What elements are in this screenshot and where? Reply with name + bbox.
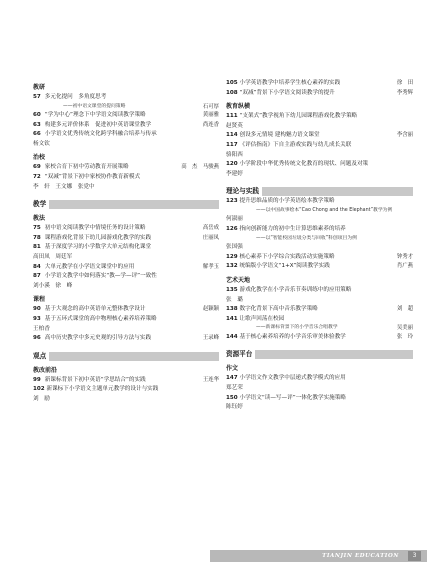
- page-ref: 114: [226, 132, 238, 139]
- article-author: 李秀辉: [396, 89, 413, 96]
- page-ref: 93: [33, 316, 41, 322]
- page-ref: 144: [226, 333, 238, 340]
- article-title: 基于深度学习的小学数学大单元结构化课堂: [44, 244, 152, 251]
- page-ref: 141: [226, 315, 238, 322]
- article-title: 数字化背景下高中音乐教学策略: [239, 306, 318, 313]
- article-title: 基于五环式课堂的高中物理核心素养培养策略: [44, 316, 157, 322]
- article-title: “双减”背景下初中家校协作教育新模式: [44, 174, 141, 181]
- article-author: 李建婷: [226, 170, 243, 177]
- article-title: 基于核心素养培养的小学音乐审美体验教学: [239, 333, 346, 340]
- article-author: 高岳成: [202, 225, 219, 232]
- article-title: 小学阶段中华优秀传统文化教育的现状、问题及对策: [239, 161, 369, 168]
- page-ref: 120: [226, 161, 238, 168]
- toc-entry[interactable]: [226, 315, 413, 325]
- page-ref: 78: [33, 234, 41, 241]
- toc-entry[interactable]: [226, 79, 413, 89]
- article-subtitle: ——以中国故事绘本“Cao Chong and the Elephant”教学为例: [256, 207, 393, 213]
- article-author: 张 璐: [226, 296, 243, 303]
- article-author: 赵贤英: [226, 122, 243, 129]
- article-author: 高 杰 马骏燕: [181, 164, 219, 171]
- toc-entry[interactable]: [33, 163, 219, 173]
- article-author: 肖广燕: [396, 263, 413, 270]
- article-author: 刘小溪 徐 峰: [33, 282, 73, 289]
- toc-left-column: [33, 79, 219, 405]
- page-ref: 99: [33, 376, 41, 383]
- toc-entry[interactable]: [226, 253, 413, 263]
- section-label: 教学: [33, 198, 49, 210]
- article-title: 《评估指南》下自主游戏实践与幼儿成长关联: [239, 141, 352, 148]
- article-subtitle: ——新课标背景下的小学音乐合唱教学: [256, 325, 338, 331]
- page-ref: 75: [33, 225, 41, 232]
- article-subtitle-row: [226, 235, 413, 244]
- article-subtitle-row: [226, 207, 413, 216]
- article-author: 何淑丽: [226, 216, 243, 223]
- page-ref: 135: [226, 286, 238, 293]
- toc-entry[interactable]: [226, 305, 413, 315]
- footer-band: [210, 550, 427, 562]
- article-author: 钟秀才: [396, 253, 413, 260]
- toc-entry[interactable]: [226, 131, 413, 141]
- article-author: 李含丽: [396, 132, 413, 139]
- section-header: [226, 185, 413, 197]
- article-author: 张 玲: [396, 333, 413, 340]
- article-title: 新课标背景下初中英语“学思结合”的实践: [44, 376, 146, 383]
- toc-entry[interactable]: [33, 111, 219, 121]
- article-title: 指向创新能力的初中生计算思维素养的培养: [239, 226, 346, 233]
- toc-entry[interactable]: [33, 263, 219, 273]
- toc-entry[interactable]: [33, 121, 219, 131]
- article-title: 初中语文阅读教学中情境任务的设计策略: [44, 225, 146, 232]
- journal-name: TIANJIN EDUCATION: [322, 553, 399, 559]
- section-header: [33, 350, 219, 362]
- page-ref: 105: [226, 80, 238, 86]
- article-title: 统编版小学语文“1+X”阅读教学实践: [239, 263, 330, 270]
- page-ref: 132: [226, 263, 238, 270]
- article-title: 家校合育下初中劳动教育开展策略: [44, 164, 129, 171]
- page-ref: 87: [33, 273, 41, 280]
- toc-entry[interactable]: [33, 224, 219, 234]
- toc-entry[interactable]: [226, 374, 413, 384]
- toc-entry[interactable]: [33, 173, 219, 183]
- subsection-heading: 教改前沿: [33, 366, 58, 374]
- article-title: 游戏化教学在小学音乐节奏训练中的应用策略: [239, 286, 352, 293]
- page-ref: 96: [33, 335, 41, 342]
- article-title: 小学语文“读—写—评”一体化教学实施策略: [239, 394, 346, 401]
- article-author: 赵颖颖: [202, 306, 219, 313]
- page-ref: 66: [33, 131, 41, 138]
- toc-entry[interactable]: [226, 112, 413, 122]
- subsection-heading: 治校: [33, 154, 46, 162]
- article-author: 高田凤 周廷军: [33, 254, 73, 261]
- toc-entry[interactable]: [33, 385, 219, 395]
- article-title: 新课标下小学语文主题单元教学的设计与实践: [46, 386, 159, 393]
- article-author: 王连华: [202, 376, 219, 383]
- article-author: 王录峰: [202, 335, 219, 342]
- article-title: 创设多元情境 建构魅力语文课堂: [239, 132, 320, 139]
- toc-entry[interactable]: [226, 262, 413, 272]
- page-ref: 102: [33, 386, 45, 393]
- toc-entry[interactable]: [33, 305, 219, 315]
- toc-entry[interactable]: [226, 286, 413, 296]
- article-author: 骆阳西: [226, 151, 243, 158]
- article-author: 陈钰婷: [226, 404, 243, 411]
- section-label: 观点: [33, 350, 49, 362]
- page-ref: 111: [226, 113, 238, 120]
- article-author: 李 轩 王文娜 张党中: [33, 183, 95, 190]
- article-title: 让歌声回荡在校园: [239, 315, 285, 322]
- toc-entry[interactable]: [33, 272, 219, 282]
- toc-entry[interactable]: [226, 89, 413, 99]
- article-title: 多元化提问 多角度思考: [44, 94, 107, 100]
- article-subtitle: ——初中语文课堂的提问策略: [63, 103, 126, 109]
- subsection-heading: 教研: [33, 84, 46, 91]
- article-author: 杨文钦: [33, 140, 50, 147]
- article-title: “学为中心”理念下中学语文阅读教学策略: [44, 112, 146, 119]
- article-author: 吴美丽: [396, 325, 413, 332]
- page-ref: 123: [226, 198, 238, 205]
- article-title: 高中历史教学中多元史观的引导方法与实践: [44, 335, 152, 342]
- page-number: 3: [408, 551, 421, 561]
- article-author: 庄丽凤: [202, 234, 219, 241]
- article-subtitle: ——以“智能校园垃圾分类与回收”科创项目为例: [256, 235, 357, 241]
- toc-entry[interactable]: [33, 130, 219, 140]
- article-subtitle-row: [33, 103, 219, 112]
- toc-entry[interactable]: [33, 234, 219, 244]
- toc-entry[interactable]: [33, 376, 219, 386]
- toc-entry[interactable]: [226, 141, 413, 151]
- subsection-heading: 课程: [33, 296, 46, 304]
- toc-right-column: [226, 79, 413, 413]
- article-title: 构建多元评价体系 促进初中英语课堂教学: [44, 121, 152, 128]
- article-title: “双减”背景下小学语文阅读教学的提升: [239, 89, 335, 96]
- article-author: 刘 励: [33, 395, 50, 402]
- article-author: 黄丽雅: [202, 112, 219, 119]
- section-bar: [33, 200, 219, 209]
- page-ref: 138: [226, 306, 238, 313]
- article-author: 徐 田: [396, 80, 413, 86]
- subsection-heading: 艺术天地: [226, 276, 251, 284]
- article-title: 小学语文优秀传统文化跨学科融合培养与传承: [44, 131, 157, 138]
- page-ref: 108: [226, 89, 238, 96]
- page-ref: 90: [33, 306, 41, 313]
- article-author: 尚连香: [202, 121, 219, 128]
- article-title: 小学英语教学中培养学生核心素养的实践: [239, 80, 341, 86]
- toc-entry[interactable]: [226, 333, 413, 343]
- toc-entry[interactable]: [33, 334, 219, 344]
- page-ref: 72: [33, 174, 41, 181]
- page-ref: 147: [226, 375, 238, 382]
- article-author: 刘 超: [396, 306, 413, 313]
- article-subtitle-row: [226, 324, 413, 333]
- toc-entry[interactable]: [33, 243, 219, 253]
- page-ref: 81: [33, 244, 41, 251]
- toc-entry[interactable]: [33, 93, 219, 103]
- toc-entry[interactable]: [226, 225, 413, 235]
- section-label: 资源平台: [226, 348, 255, 360]
- article-title: 小学语文作文教学中层递式教学模式的应用: [239, 375, 346, 382]
- article-title: 大单元教学在小学语文课堂中的应用: [44, 263, 135, 270]
- toc-entry[interactable]: [226, 160, 413, 170]
- page-ref: 69: [33, 164, 41, 171]
- article-title: 提升思维品质的小学英语绘本教学策略: [239, 198, 335, 205]
- article-author: 解孝玉: [202, 263, 219, 270]
- article-title: 课程游戏化背景下幼儿园游戏化教学的实践: [44, 234, 152, 241]
- subsection-heading: 作文: [226, 365, 239, 373]
- page-ref: 60: [33, 112, 41, 119]
- section-header: [33, 198, 219, 210]
- article-title: 核心素养下小学综合实践活动实施策略: [239, 253, 335, 260]
- toc-entry[interactable]: [226, 394, 413, 404]
- toc-entry[interactable]: [33, 315, 219, 325]
- article-title: 小学语文教学中如何落实“教—学—评”一致性: [44, 273, 157, 280]
- article-author: 石可厚: [202, 103, 219, 110]
- article-title: 基于大观念的高中英语单元整体教学设计: [44, 306, 146, 313]
- page-ref: 150: [226, 394, 238, 401]
- subsection-heading: 教育纵横: [226, 103, 251, 111]
- section-label: 理论与实践: [226, 185, 262, 197]
- page-ref: 57: [33, 94, 41, 100]
- page-ref: 117: [226, 141, 238, 148]
- article-author: 郑艺荣: [226, 384, 243, 391]
- article-author: 张国强: [226, 244, 243, 251]
- page-ref: 63: [33, 121, 41, 128]
- article-author: 王柏香: [33, 325, 50, 332]
- toc-entry[interactable]: [226, 197, 413, 207]
- article-title: “支架式”教学视角下幼儿园课程游戏化教学策略: [239, 113, 358, 120]
- page-ref: 126: [226, 226, 238, 233]
- page-ref: 129: [226, 253, 238, 260]
- page-ref: 84: [33, 263, 41, 270]
- section-header: [226, 348, 413, 360]
- section-bar: [33, 352, 219, 361]
- subsection-heading: 教法: [33, 215, 46, 223]
